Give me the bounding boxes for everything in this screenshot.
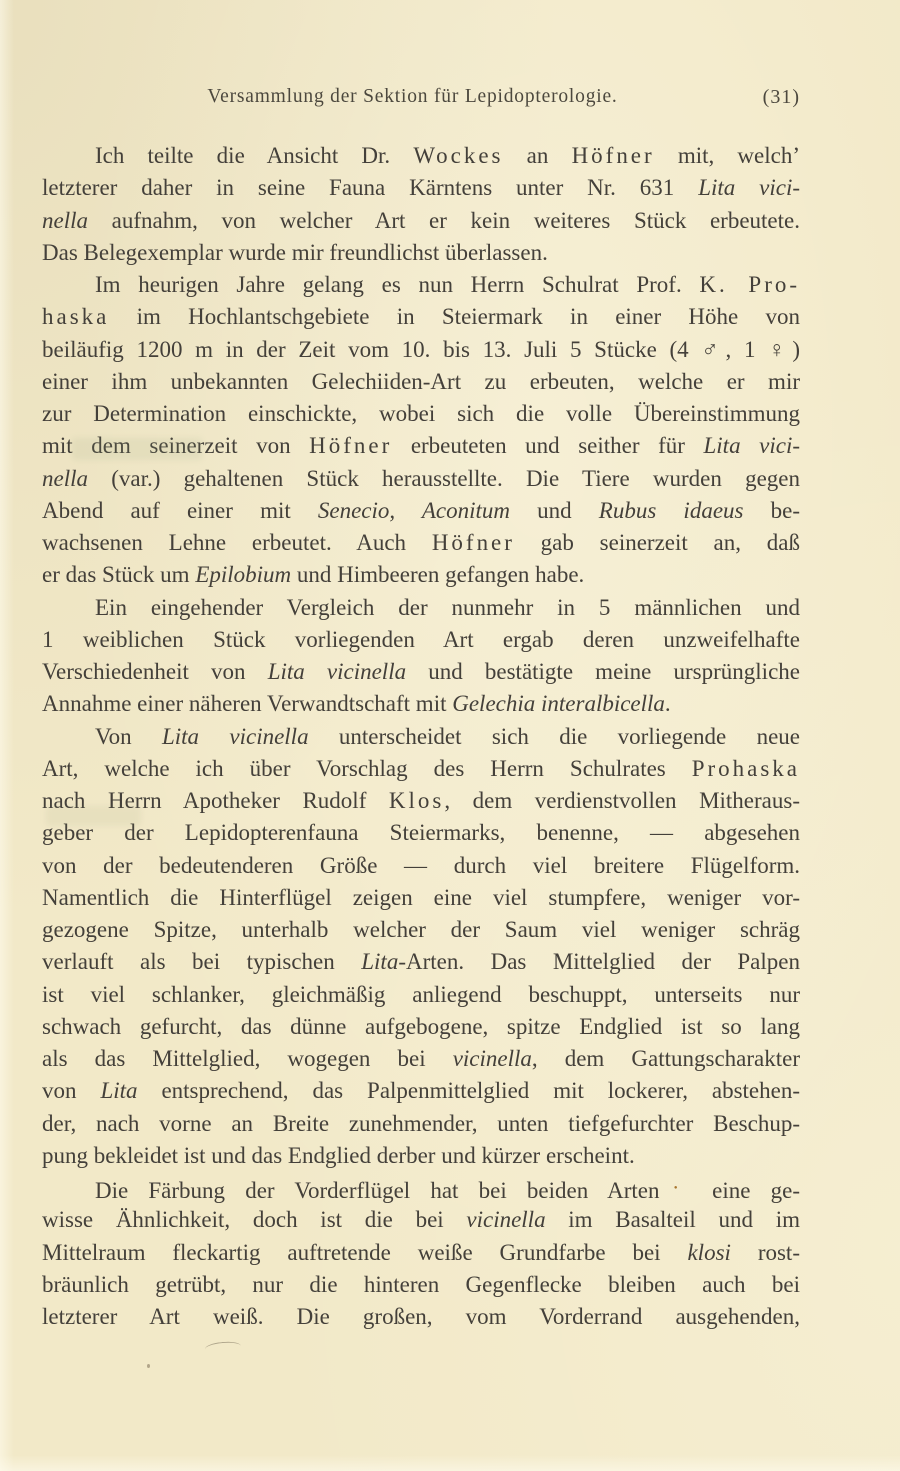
text-segment: von der bedeutenderen Größe — durch viel breitere Flügelform. bbox=[42, 852, 800, 878]
text-segment: wachsenen Lehne erbeutet. Auch bbox=[42, 530, 432, 555]
text-segment: 1 weiblichen Stück vorliegenden Art ergab deren unzweifelhafte bbox=[42, 626, 800, 652]
text-segment: verlauft als bei typischen bbox=[42, 949, 362, 975]
text-line bbox=[42, 463, 800, 495]
text-segment: Wockes bbox=[413, 143, 504, 168]
text-segment: gab seinerzeit an, daß bbox=[514, 530, 800, 555]
text-segment: Lita vici- bbox=[703, 433, 800, 459]
text-segment: gezogene Spitze, unterhalb welcher der Saum viel weniger schräg bbox=[42, 917, 800, 942]
text-line bbox=[42, 882, 800, 914]
text-segment: Rubus idaeus bbox=[598, 497, 744, 523]
text-segment: pung bekleidet ist und das Endglied derber und kürzer erscheint. bbox=[42, 1142, 635, 1168]
text-line bbox=[42, 1301, 800, 1333]
text-segment: aufnahm, von welcher Art er kein weiteres Stück erbeutete. bbox=[88, 207, 800, 233]
text-line bbox=[42, 366, 800, 398]
text-segment: an bbox=[503, 143, 572, 168]
text-segment: Epilobium bbox=[195, 562, 292, 588]
text-segment: Ich teilte die Ansicht Dr. bbox=[95, 143, 414, 168]
text-segment: er das Stück um bbox=[42, 562, 196, 588]
text-segment: Von bbox=[95, 723, 162, 749]
text-segment: nella bbox=[42, 207, 88, 233]
text-segment: Höfner bbox=[571, 143, 655, 168]
text-segment: Gelechia interalbicella bbox=[452, 691, 665, 717]
text-segment: vicinella bbox=[452, 1046, 532, 1071]
text-line bbox=[42, 495, 800, 527]
text-segment: mit dem seinerzeit von bbox=[42, 433, 310, 459]
text-segment: und bbox=[510, 497, 599, 523]
text-segment: letzterer daher in seine Fauna Kärntens unter Nr. 631 bbox=[42, 175, 699, 201]
text-segment: Senecio, Aconitum bbox=[317, 497, 511, 523]
text-segment: Lita vicinella bbox=[161, 723, 309, 749]
text-segment: von bbox=[42, 1078, 101, 1104]
text-segment: nella bbox=[42, 465, 88, 491]
text-segment: Höfner bbox=[309, 433, 393, 459]
text-segment: . bbox=[664, 691, 671, 717]
text-segment: Die Färbung der Vorderflügel hat bei beiden Arten bbox=[95, 1178, 660, 1203]
text-line bbox=[42, 527, 800, 559]
text-segment: geber der Lepidopterenfauna Steiermarks, benenne, — abgesehen bbox=[42, 820, 800, 846]
text-line bbox=[42, 721, 800, 753]
text-line bbox=[42, 140, 800, 172]
text-line bbox=[42, 398, 800, 430]
text-segment: im Basalteil und im bbox=[545, 1207, 800, 1233]
text-segment: letzterer Art weiß. Die großen, vom Vorderrand ausgehenden, bbox=[42, 1304, 800, 1329]
text-segment: entsprechend, das Palpenmittelglied mit lockerer, abstehen- bbox=[137, 1078, 800, 1104]
text-line bbox=[42, 1269, 800, 1301]
text-segment: , dem Gattungscharakter bbox=[531, 1046, 800, 1071]
text-segment: Klos bbox=[388, 788, 445, 813]
text-segment: unterscheidet sich die vorliegende neue bbox=[308, 723, 800, 749]
text-segment: bräunlich getrübt, nur die hinteren Gegenflecke bleiben auch bei bbox=[42, 1271, 800, 1297]
paper-speck bbox=[147, 1364, 150, 1368]
page-header bbox=[42, 86, 800, 114]
text-line bbox=[42, 1075, 800, 1107]
text-segment: haska bbox=[42, 304, 110, 330]
text-segment: eine ge- bbox=[691, 1178, 800, 1203]
text-line bbox=[42, 205, 800, 237]
text-segment: , dem verdienstvollen Mitheraus- bbox=[444, 788, 800, 813]
text-segment: Mittelraum fleckartig auftretende weiße Grundfarbe bei bbox=[42, 1239, 688, 1265]
text-line bbox=[42, 1011, 800, 1043]
text-segment: und Himbeeren gefangen habe. bbox=[291, 562, 585, 588]
text-segment: klosi bbox=[687, 1239, 731, 1265]
text-segment: mit, welch’ bbox=[654, 143, 800, 168]
text-line bbox=[42, 1108, 800, 1140]
text-segment: der, nach vorne an Breite zunehmender, unten tiefgefurchter Beschup- bbox=[42, 1110, 800, 1136]
text-segment: vicinella bbox=[466, 1207, 546, 1233]
text-segment: Im heurigen Jahre gelang es nun Herrn Schulrat Prof. bbox=[95, 272, 700, 297]
text-line bbox=[42, 237, 800, 269]
ink-speck: ● bbox=[659, 1185, 692, 1191]
text-segment: Lita bbox=[100, 1078, 138, 1104]
text-line bbox=[42, 688, 800, 720]
text-line bbox=[42, 979, 800, 1011]
text-segment: rost- bbox=[730, 1239, 800, 1265]
text-line bbox=[42, 785, 800, 817]
text-segment: ist viel schlanker, gleichmäßig anliegend beschuppt, unterseits nur bbox=[42, 981, 800, 1007]
text-line bbox=[42, 656, 800, 688]
text-line bbox=[42, 172, 800, 204]
text-segment: Lita vicinella bbox=[267, 659, 407, 684]
text-segment: Lita vici- bbox=[698, 175, 800, 201]
text-segment: Annahme einer näheren Verwandtschaft mit bbox=[42, 691, 453, 717]
text-segment: be- bbox=[743, 497, 800, 523]
text-line bbox=[42, 1237, 800, 1269]
text-segment: als das Mittelglied, wogegen bei bbox=[42, 1046, 453, 1071]
text-segment: im Hochlantschgebiete in Steiermark in einer Höhe von bbox=[109, 304, 800, 330]
text-segment: Abend auf einer mit bbox=[42, 497, 318, 523]
text-segment: Namentlich die Hinterflügel zeigen eine viel stumpfere, weniger vor- bbox=[42, 884, 800, 910]
text-line bbox=[42, 624, 800, 656]
text-line bbox=[42, 559, 800, 591]
running-title: Versammlung der Sektion für Lepidopterologie. bbox=[207, 86, 618, 107]
ink-bleed-mark bbox=[46, 806, 141, 826]
pencil-mark bbox=[205, 1340, 242, 1354]
text-segment: einer ihm unbekannten Gelechiiden-Art zu erbeuten, welche er mir bbox=[42, 368, 800, 394]
text-segment: -Arten. Das Mittelglied der Palpen bbox=[398, 949, 800, 975]
text-segment: schwach gefurcht, das dünne aufgebogene, spitze Endglied ist so lang bbox=[42, 1013, 800, 1039]
text-line bbox=[42, 1172, 800, 1204]
text-segment: Art, welche ich über Vorschlag des Herrn Schulrates bbox=[42, 755, 692, 781]
text-segment: zur Determination einschickte, wobei sich die volle Übereinstimmung bbox=[42, 401, 800, 426]
text-line bbox=[42, 301, 800, 333]
text-line bbox=[42, 946, 800, 978]
text-segment: beiläufig 1200 m in der Zeit vom 10. bis 13. Juli 5 Stücke (4 ♂, 1 ♀) bbox=[42, 336, 800, 362]
text-segment: K. Pro- bbox=[699, 272, 800, 297]
text-line bbox=[42, 914, 800, 946]
text-line bbox=[42, 753, 800, 785]
text-segment: (var.) gehaltenen Stück herausstellte. Die Tiere wurden gegen bbox=[88, 465, 800, 491]
page-number: (31) bbox=[762, 86, 800, 108]
text-line bbox=[42, 334, 800, 366]
text-segment: wisse Ähnlichkeit, doch ist die bei bbox=[42, 1207, 467, 1233]
text-segment: Höfner bbox=[431, 530, 515, 555]
text-segment: erbeuteten und seither für bbox=[392, 433, 704, 459]
text-line bbox=[42, 850, 800, 882]
page-body bbox=[42, 140, 800, 1333]
text-segment: Verschiedenheit von bbox=[42, 659, 268, 684]
text-line bbox=[42, 1204, 800, 1236]
text-line bbox=[42, 817, 800, 849]
text-segment: Lita bbox=[361, 949, 399, 975]
text-line bbox=[42, 1140, 800, 1172]
ink-bleed-mark bbox=[72, 438, 202, 460]
text-line bbox=[42, 1043, 800, 1075]
text-segment: Ein eingehender Vergleich der nunmehr in 5 männlichen und bbox=[95, 594, 800, 620]
text-segment: Das Belegexemplar wurde mir freundlichst überlassen. bbox=[42, 239, 548, 265]
text-segment: Prohaska bbox=[691, 755, 800, 781]
text-segment: und bestätigte meine ursprüngliche bbox=[406, 659, 800, 684]
text-line bbox=[42, 269, 800, 301]
text-segment: nach Herrn Apotheker Rudolf bbox=[42, 788, 389, 813]
text-line bbox=[42, 592, 800, 624]
